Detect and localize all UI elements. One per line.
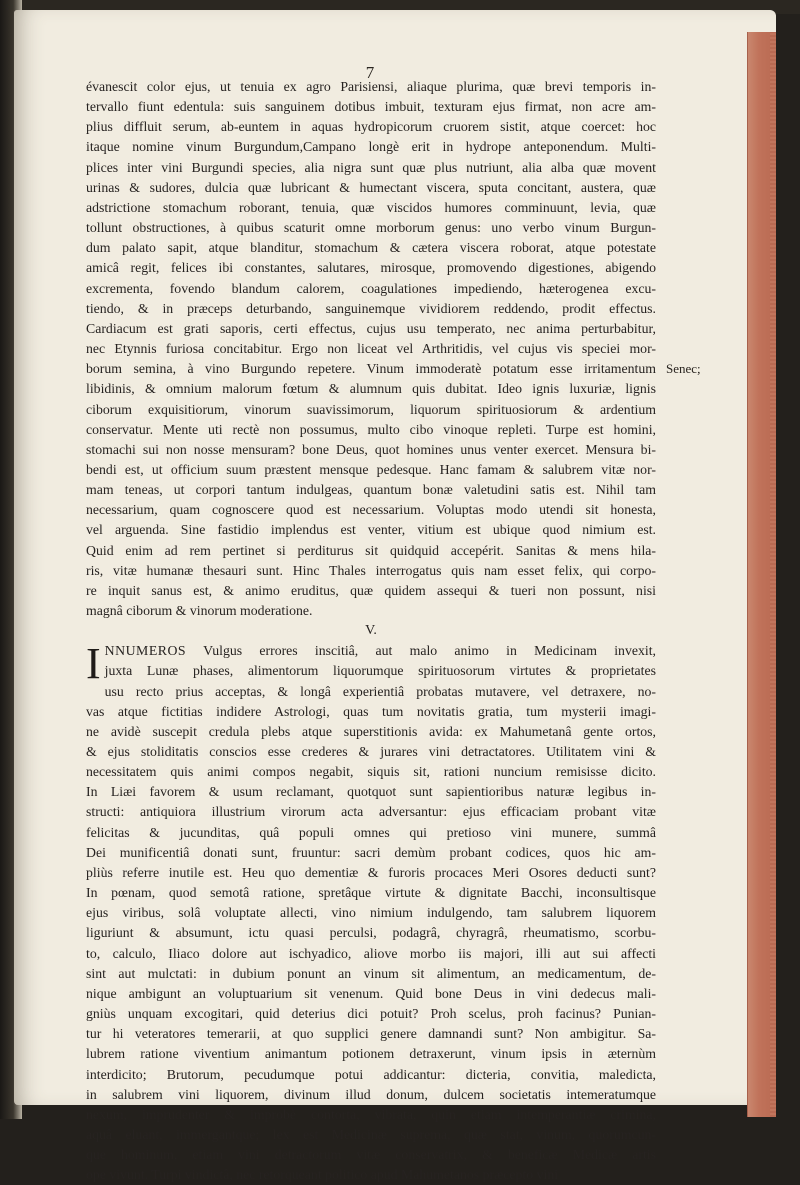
text-line: libidinis, & omnium malorum fœtum & alumnum quis dubitat. Ideo ignis luxuriæ, lignis	[86, 381, 656, 397]
text-line: tervallo fiunt edentula: suis sanguinem dotibus imbuit, texturam ejus firmat, non acre am-	[86, 99, 656, 115]
text-line: sint aut mulctati: in dubium ponunt an vinum sit alimentum, an medicamentum, de-	[86, 965, 656, 981]
text-line: adstrictione stomachum roborant, tenuia, quæ viscidos humores comminuunt, levia, quæ	[86, 199, 656, 215]
text-line: structi: antiquiora illustrium virorum acta adversantur: ejus efficaciam probant vitæ	[86, 804, 656, 820]
text-line: conservatur. Mente uti rectè non possumus, multo cibo vinoque repleti. Turpe est homini,	[86, 421, 656, 437]
text-line: dum palato sapit, atque blanditur, stomachum & cætera viscera roborat, atque potestate	[86, 240, 656, 256]
text-line: interdicito; Brutorum, pecudumque potui addicantur: dicteria, convitia, maledicta,	[86, 1066, 656, 1082]
text-line: Quid enim ad rem pertinet si perditurus sit quidquid accepérit. Sanitas & mens hila-	[86, 542, 656, 558]
text-line: ne avidè suscepit credula plebs atque superstitionis avida: ex Mahumetanâ gente ortos,	[86, 723, 656, 739]
text-line: nec Etynnis furiosa concitabitur. Ergo non liceat vel Arthritidis, vel cujus vis speciei mor-	[86, 341, 656, 357]
text-line: in salubrem vini liquorem, divinum illud donum, dulcem societatis intemeratumque	[86, 1086, 656, 1102]
text-line: vel arguenda. Sine fastidio implendus est venter, vitium est ubique quod nimium est.	[86, 522, 656, 538]
text-line: borum semina, à vino Burgundo repetere. Vinum immoderatè potatum esse irritamentum	[86, 361, 656, 377]
text-line: Dei munificentiâ donati sunt, fruuntur: sacri demùm probant codices, quos hic am-	[86, 844, 656, 860]
text-line: mam teneas, ut corpori tantum indulgeas, quantum bonæ valetudini satis est. Nihil tam	[86, 482, 656, 498]
text-line: ope vivunt. Turpi vindictâ, nec retorqueant politico apud Mahumetanos præcepto vini	[86, 1167, 559, 1183]
text-line: vas atque fictitias indidere Astrologi, quas tum novitatis gratia, tum mysterii imagi-	[86, 703, 656, 719]
text-line: tur hi veteratores temerarii, at quo supplici genere damnandi sunt? Non ambigitur. Sa-	[86, 1026, 656, 1042]
text-line: nexum, imprudenter & improbè contorta, vibrata, quin etiam intemperantiæ crimina,	[86, 1106, 656, 1122]
paragraph-2	[86, 641, 656, 1185]
page-red-edge	[747, 32, 776, 1117]
text-line: nique ambigunt an voluptuarium sit venenum. Quid bone Deus in vini dedecus mali-	[86, 985, 656, 1001]
text-line: urinas & sudores, dulcia quæ lubricant & humectant viscera, sputa concitant, austera, quæ	[86, 179, 656, 195]
text-line: juxta Lunæ phases, alimentorum liquorumque spirituosorum virtutes & proprietates	[104, 663, 656, 679]
text-line-rest: Vulgus errores inscitiâ, aut malo animo in Medicinam invexit,	[186, 643, 656, 659]
text-line: aquâ eluant, immergantque; lex est Medicinæ suprema, quæ stat, vinum, quorumcun-	[86, 1126, 656, 1142]
section-number: V.	[365, 623, 377, 639]
paragraph-1	[86, 77, 656, 621]
text-line: magnâ ciborum & vinorum moderatione.	[86, 603, 313, 619]
text-line: plices inter vini Burgundi species, alia nigra sunt quæ plus nutriunt, alia alba quæ movent	[86, 159, 656, 175]
text-line: bendi est, ut officium suum præstent mensque pedesque. Hanc famam & salubrem vitæ nor-	[86, 461, 656, 477]
text-line: tollunt obstructiones, à quibus scaturit omne morborum genus: uno verbo vinum Burgun-	[86, 220, 656, 236]
text-line: to, calculo, Iliaco dolore aut ischyadico, aliove morbo iis majori, illi aut sui affecti	[86, 945, 656, 961]
text-line: ris, vitæ humanæ thesauri sunt. Hinc Thales interrogatus quis nam esset felix, qui corpo-	[86, 562, 656, 578]
text-line: In pœnam, quod semotâ ratione, spretâque virtute & dignitate Bacchi, inconsultisque	[86, 885, 656, 901]
text-line: gniùs unquam excogitari, quid deterius dici potuit? Proh scelus, proh facinus? Punian-	[86, 1006, 656, 1022]
text-line: plius diffluit serum, ab-euntem in aquas hydropicorum cruorem sistit, atque coercet: hoc	[86, 119, 656, 135]
text-line: stomachi sui non nosse mensuram? bone Deus, quot homines unus venter exercet. Mensura bi-	[86, 441, 656, 457]
text-line: usu recto prius acceptas, & longâ experientiâ probatas mutavere, vel detraxere, no-	[104, 683, 656, 699]
text-line: In Liæi favorem & usum reclamant, quotquot sunt sapientioribus naturæ legibus in-	[86, 784, 656, 800]
text-line: itaque nomine vinum Burgundum,Campano longè erit in hydrope anteponendum. Multi-	[86, 139, 656, 155]
text-line: & ejus stoliditatis conscios esse crederes & jurares vini detractatores. Utilitatem vini &	[86, 744, 656, 759]
text-line	[86, 641, 656, 661]
text-line: necessitatem quis animi compos negabit, siquis sit, rationi nuncium remisisse dicito.	[86, 764, 656, 780]
text-block	[86, 77, 656, 1185]
text-line: re inquit sanus est, & animo eruditus, quæ quidem assequi & tueri non possunt, nisi	[86, 582, 656, 598]
paragraph-lead-word: NNUMEROS	[104, 643, 187, 659]
text-line: que hominum, etiam vini detractorum vitæ conservatrix, & beneficæ Medicæ artis	[86, 1147, 656, 1163]
text-line: amicâ regit, felices ibi constantes, salutares, mirosque, promovendo digestiones, abigendo	[86, 260, 656, 276]
text-line: ejus viribus, solâ voluptate allecti, vino nimium indulgendo, tam salubrem liquorem	[86, 905, 656, 921]
text-line: évanescit color ejus, ut tenuia ex agro Parisiensi, aliaque plurima, quæ brevi temporis in-	[86, 79, 656, 94]
text-line: Cardiacum est grati saporis, certi effectus, cujus usu temperato, nec anima perturbabitur,	[86, 320, 656, 336]
text-line: felicitas & jucunditas, quâ populi omnes qui pretioso vini munere, summâ	[86, 824, 656, 840]
text-line: tiendo, & in præceps deturbando, sanguinemque vividiorem reddendo, prodit effectus.	[86, 300, 656, 316]
text-line: excrementa, fovendo blandum calorem, coagulationes impediendo, hæterogenea excu-	[86, 280, 656, 296]
margin-note: Senec;	[666, 361, 701, 376]
text-line: necessarium, quam cognoscere quod est necessarium. Voluptas modo utendi sit honesta,	[86, 502, 656, 518]
text-line: pliùs referre inutile est. Heu quo dementiæ & furoris procaces Meri Osores deducti sunt?	[86, 864, 656, 880]
page-number: 7	[365, 63, 375, 82]
drop-cap: I	[86, 639, 101, 689]
text-line: lubrem ratione viventium animantum potionem detraxerunt, vinum ipsis in æternùm	[86, 1046, 656, 1062]
text-line: ciborum exquisitiorum, vinorum suavissimorum, liquorum spirituosiorum & ardentium	[86, 401, 656, 417]
text-line: liguriunt & absumunt, ictu quasi perculsi, podagrâ, chyragrâ, rheumatismo, scorbu-	[86, 925, 656, 941]
